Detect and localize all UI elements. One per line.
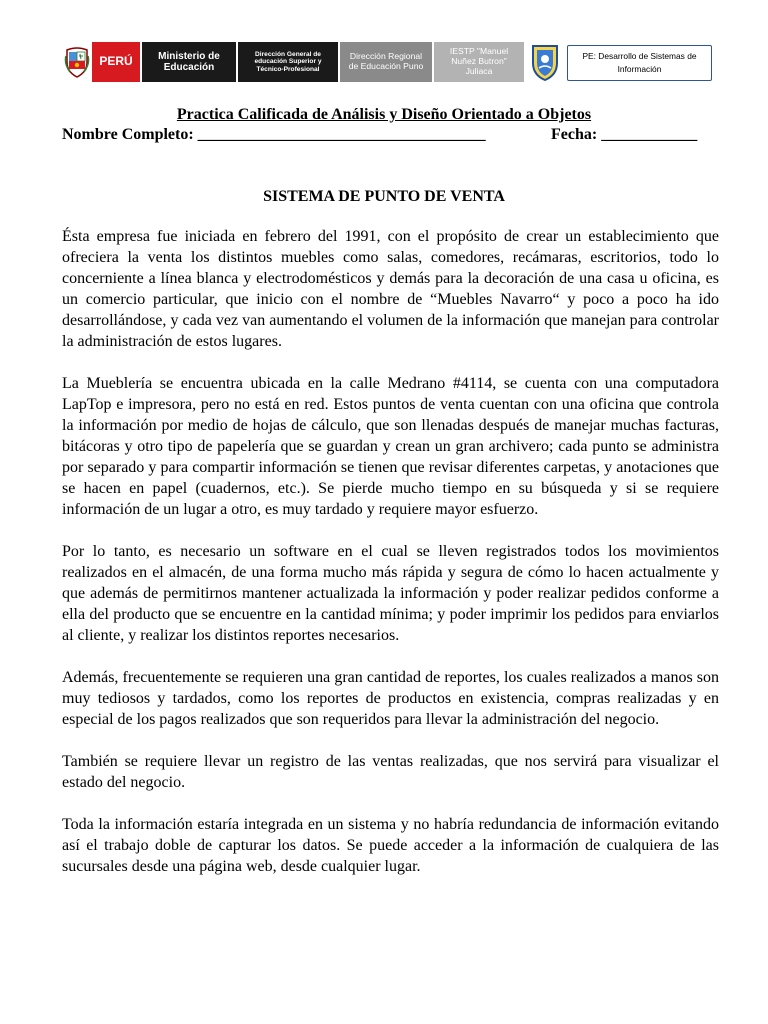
institute-seal-icon bbox=[530, 43, 560, 81]
general-direction-label: Dirección General de educación Superior y Técnico-Profesional bbox=[238, 42, 338, 82]
document-body bbox=[62, 226, 719, 898]
full-name-field: Nombre Completo: ____________________________________ bbox=[62, 126, 486, 143]
paragraph-1: Ésta empresa fue iniciada en febrero del 1991, con el propósito de crear un establecimiento que ofreciera la venta los distintos muebles como salas, comedores, recámaras, escritorios, todo lo concerniente a línea blanca y electrodomésticos y demás para la decoración de una casa u oficina, es un comercio particular, que inicio con el nombre de “Muebles Navarro“ y poco a poco ha ido desarrollándose, y cada vez van aumentando el volumen de la información que manejan para controlar la administración de estos lugares. bbox=[62, 228, 719, 350]
paragraph-5: También se requiere llevar un registro de las ventas realizadas, que nos servirá para visualizar el estado del negocio. bbox=[62, 753, 719, 791]
peru-label: PERÚ bbox=[92, 42, 140, 82]
paragraph-4: Además, frecuentemente se requieren una gran cantidad de reportes, los cuales realizados a manos son muy tediosos y tardados, como los reportes de productos en existencia, compras realizadas y en especial de los pagos realizados que son requeridos para llevar la administración del negocio. bbox=[62, 669, 719, 728]
institution-banner bbox=[62, 42, 524, 82]
ministry-label: Ministerio de Educación bbox=[142, 42, 236, 82]
date-field: Fecha: ____________ bbox=[551, 126, 698, 143]
paragraph-3: Por lo tanto, es necesario un software en el cual se lleven registrados todos los movimientos realizados en el almacén, de una forma mucho más rápida y segura de cómo lo hacen actualmente y que además de permitirnos mantener actualizada la información y poder realizar pedidos conforme a ella del producto que se encuentre en la cantidad mínima; y poder imprimir los pedidos para enviarlos al cliente, y realizar los distintos reportes necesarios. bbox=[62, 543, 719, 644]
program-box bbox=[567, 45, 712, 81]
paragraph-6: Toda la información estaría integrada en un sistema y no habría redundancia de información evitando así el trabajo doble de capturar los datos. Se puede acceder a la información de cualquiera de las sucursales desde una página web, desde cualquier lugar. bbox=[62, 816, 719, 875]
exam-title: Practica Calificada de Análisis y Diseño Orientado a Objetos bbox=[176, 106, 592, 123]
regional-direction-label: Dirección Regional de Educación Puno bbox=[340, 42, 432, 82]
paragraph-2: La Mueblería se encuentra ubicada en la calle Medrano #4114, se cuenta con una computadora LapTop e impresora, pero no está en red. Estos puntos de venta cuentan con una oficina que controla la información por medio de hojas de cálculo, que son llenadas después de manejar muchas facturas, bitácoras y otro tipo de papelería que se guardan y crean un gran archivero; cada punto se administra por separado y para compartir información se tienen que revisar diferentes carpetas, y anotaciones que se hacen en papel (cuadernos, etc.). Se pierde mucho tiempo en su búsqueda y si se requiere información de un lugar a otro, es muy tardado y requiere mayor esfuerzo. bbox=[62, 375, 719, 518]
national-crest-icon bbox=[62, 42, 92, 82]
document-heading: SISTEMA DE PUNTO DE VENTA bbox=[263, 188, 505, 205]
institute-label: IESTP "Manuel Nuñez Butron" Juliaca bbox=[434, 42, 524, 82]
program-label: PE: Desarrollo de Sistemas de Información bbox=[582, 50, 697, 74]
